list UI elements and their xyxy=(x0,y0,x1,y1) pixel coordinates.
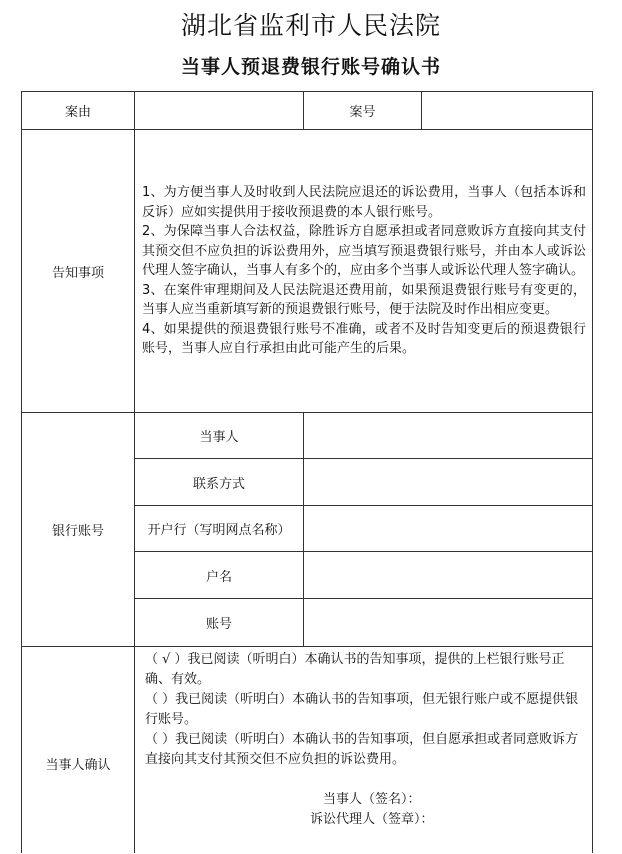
notice-label: 告知事项 xyxy=(22,130,135,413)
account-number-label: 账号 xyxy=(135,599,304,647)
agent-signature-label[interactable]: 诉讼代理人（签章）： xyxy=(310,812,434,827)
document-title: 当事人预退费银行账号确认书 xyxy=(180,56,441,78)
case-row xyxy=(22,92,593,130)
notice-content xyxy=(135,130,593,413)
confirm-option-1[interactable]: （ √ ）我已阅读（听明白）本确认书的告知事项，提供的上栏银行账号正确、有效。 xyxy=(145,652,565,687)
bank-row-party xyxy=(22,413,593,459)
account-holder-field[interactable] xyxy=(304,552,593,599)
party-field[interactable] xyxy=(304,413,593,459)
notice-item-1: 1、为方便当事人及时收到人民法院应退还的诉讼费用，当事人（包括本诉和反诉）应如实提供用于接收预退费的本人银行账号。 xyxy=(142,185,586,220)
account-number-field[interactable] xyxy=(304,599,593,647)
confirm-label: 当事人确认 xyxy=(22,647,135,853)
confirm-content xyxy=(135,647,593,853)
confirm-row xyxy=(22,647,593,853)
case-number-field[interactable] xyxy=(422,92,593,130)
contact-field[interactable] xyxy=(304,459,593,506)
contact-label: 联系方式 xyxy=(135,459,304,506)
bank-section-label: 银行账号 xyxy=(22,413,135,647)
party-signature-label[interactable]: 当事人（签名）： xyxy=(323,792,421,807)
court-name: 湖北省监利市人民法院 xyxy=(180,11,441,40)
confirm-option-3[interactable]: （ ）我已阅读（听明白）本确认书的告知事项，但自愿承担或者同意败诉方直接向其支付其预交但不应负担的诉讼费用。 xyxy=(145,732,579,767)
case-cause-field[interactable] xyxy=(135,92,304,130)
notice-item-4: 4、如果提供的预退费银行账号不准确，或者不及时告知变更后的预退费银行账号，当事人应自行承担由此可能产生的后果。 xyxy=(142,321,586,357)
notice-row xyxy=(22,130,593,413)
account-holder-label: 户名 xyxy=(135,552,304,599)
notice-item-3: 3、在案件审理期间及人民法院退还费用前，如果预退费银行账号有变更的，当事人应当重新填写新的预退费银行账号，便于法院及时作出相应变更。 xyxy=(142,282,586,318)
bank-branch-field[interactable] xyxy=(304,506,593,552)
confirm-option-2[interactable]: （ ）我已阅读（听明白）本确认书的告知事项，但无银行账户或不愿提供银行账号。 xyxy=(145,692,579,727)
case-number-label: 案号 xyxy=(304,92,422,130)
case-cause-label: 案由 xyxy=(22,92,135,130)
party-label: 当事人 xyxy=(135,413,304,459)
notice-item-2: 2、为保障当事人合法权益，除胜诉方自愿承担或者同意败诉方直接向其支付其预交但不应负担的诉讼费用外，应当填写预退费银行账号，并由本人或诉讼代理人签字确认，当事人有多个的，应由多个当事人或诉讼代理人签字确认。 xyxy=(142,224,586,279)
confirmation-form-table xyxy=(21,91,593,853)
bank-branch-label: 开户行（写明网点名称） xyxy=(135,506,304,552)
